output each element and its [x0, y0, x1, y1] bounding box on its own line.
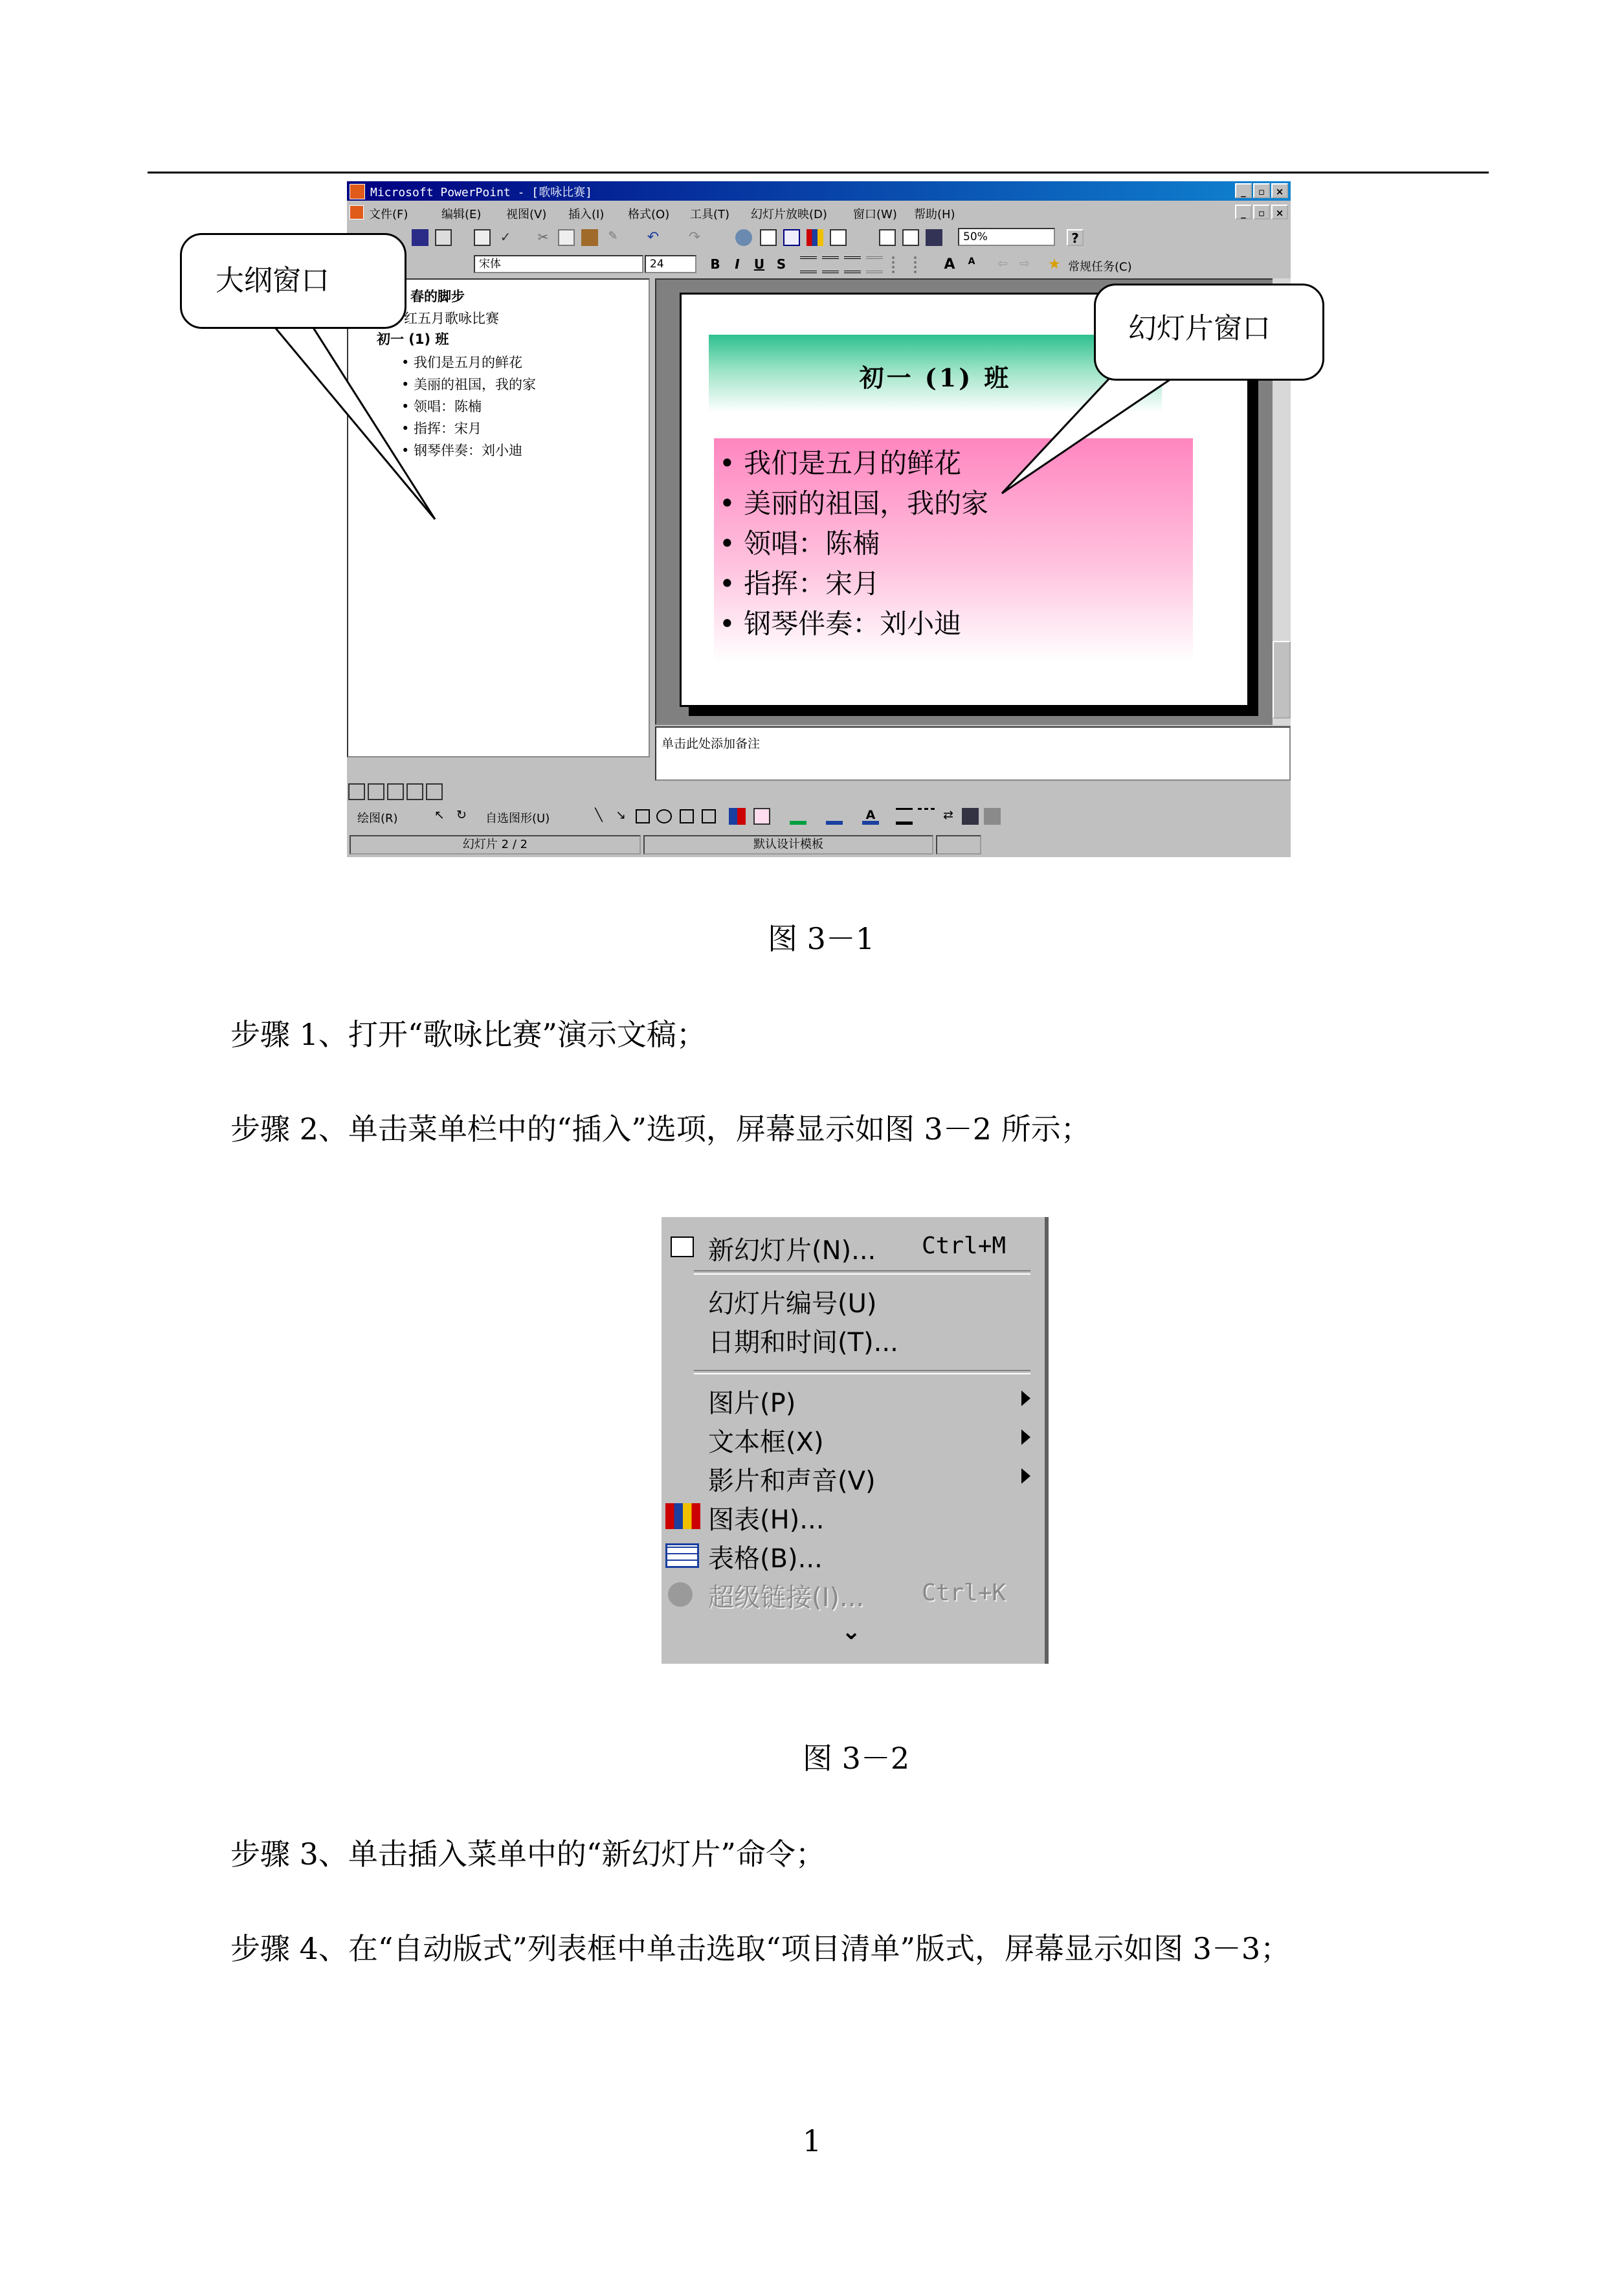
promote-icon[interactable]: ⇦: [997, 256, 1008, 271]
underline-button[interactable]: U: [753, 256, 765, 272]
status-slide-count: 幻灯片 2 / 2: [350, 835, 641, 855]
table-icon: [665, 1543, 699, 1568]
shadow-button[interactable]: S: [776, 256, 786, 272]
outline-window-callout: [180, 233, 406, 329]
outline-window-callout-text: 大纲窗口: [216, 264, 329, 297]
redo-icon[interactable]: ↷: [688, 229, 701, 245]
notes-placeholder: 单击此处添加备注: [662, 737, 761, 751]
slide-window-callout-text: 幻灯片窗口: [1128, 312, 1271, 345]
slide-bullet: • 领唱：陈楠: [719, 528, 880, 559]
figure-caption: 图 3－2: [803, 1741, 910, 1776]
menu-item-movies-sounds[interactable]: 影片和声音(V): [708, 1466, 876, 1496]
menu-item-hyperlink: 超级链接(I)...: [708, 1583, 865, 1613]
expand-menu-chevron-icon[interactable]: ⌄: [841, 1618, 862, 1645]
menu-tools[interactable]: 工具(T): [690, 208, 730, 221]
zoom-select[interactable]: 50%: [958, 228, 1055, 246]
font-name-select[interactable]: 宋体: [474, 255, 643, 273]
italic-button[interactable]: I: [735, 256, 740, 272]
outline-slide2-title[interactable]: 初一 (1) 班: [377, 331, 449, 347]
menu-insert[interactable]: 插入(I): [568, 208, 605, 221]
drawing-menu[interactable]: 绘图(R): [357, 812, 398, 825]
window-title: Microsoft PowerPoint - [歌咏比赛]: [370, 186, 592, 199]
outline-slide1-title[interactable]: 春的脚步: [410, 289, 465, 304]
step-text: 步骤 3、单击插入菜单中的“新幻灯片”命令；: [230, 1837, 825, 1872]
arrow-style-icon[interactable]: ⇄: [943, 808, 953, 822]
page-number: 1: [802, 2123, 822, 2158]
outline-bullet[interactable]: • 我们是五月的鲜花: [401, 355, 523, 370]
menu-view[interactable]: 视图(V): [506, 208, 547, 221]
common-tasks-icon[interactable]: ★: [1048, 256, 1061, 273]
menu-item-picture[interactable]: 图片(P): [708, 1389, 796, 1418]
autoshapes-menu[interactable]: 自选图形(U): [485, 812, 550, 825]
outline-slide1-subtitle[interactable]: 红五月歌咏比赛: [404, 311, 499, 326]
menu-help[interactable]: 帮助(H): [914, 208, 955, 221]
font-color-icon[interactable]: A: [862, 808, 879, 825]
outline-callout-pointer: [272, 324, 435, 519]
step-text: 步骤 2、单击菜单栏中的“插入”选项，屏幕显示如图 3－2 所示；: [230, 1112, 1091, 1146]
menu-window[interactable]: 窗口(W): [853, 208, 897, 221]
step-text: 步骤 1、打开“歌咏比赛”演示文稿；: [230, 1017, 706, 1052]
cut-icon[interactable]: ✂: [537, 229, 549, 245]
menu-item-table[interactable]: 表格(B)...: [708, 1544, 823, 1574]
menu-item-chart[interactable]: 图表(H)...: [708, 1505, 825, 1535]
increase-font-icon[interactable]: A: [944, 256, 955, 273]
menu-item-date-time[interactable]: 日期和时间(T)...: [708, 1328, 898, 1358]
slide-bullet: • 美丽的祖国，我的家: [719, 487, 989, 519]
menu-slideshow[interactable]: 幻灯片放映(D): [751, 208, 827, 221]
menu-file[interactable]: 文件(F): [369, 208, 408, 221]
doc-minimize-button[interactable]: _: [1235, 205, 1252, 219]
submenu-arrow-icon: [1021, 1391, 1030, 1406]
menu-separator: [694, 1370, 1030, 1374]
spelling-icon[interactable]: ✓: [500, 229, 511, 245]
undo-icon[interactable]: ↶: [647, 229, 660, 245]
help-icon[interactable]: ?: [1067, 229, 1084, 246]
slide-bullet: • 我们是五月的鲜花: [719, 447, 962, 479]
status-design-template: 默认设计模板: [643, 835, 933, 855]
arrow-icon[interactable]: ↘: [616, 808, 626, 822]
new-slide-icon: [671, 1236, 694, 1257]
menu-separator: [694, 1270, 1030, 1275]
slide-callout-pointer: [1002, 374, 1178, 493]
menu-item-textbox[interactable]: 文本框(X): [708, 1427, 824, 1457]
doc-close-button[interactable]: ×: [1271, 205, 1288, 219]
hyperlink-icon: [668, 1582, 693, 1607]
select-arrow-icon[interactable]: ↖: [434, 808, 445, 822]
decrease-font-icon[interactable]: A: [968, 256, 975, 267]
line-icon[interactable]: ╲: [595, 808, 603, 822]
bold-button[interactable]: B: [710, 256, 720, 272]
shortcut-new-slide: Ctrl+M: [922, 1233, 1007, 1259]
demote-icon[interactable]: ⇨: [1019, 256, 1030, 271]
submenu-arrow-icon: [1021, 1429, 1030, 1445]
menu-format[interactable]: 格式(O): [628, 208, 670, 221]
common-tasks-button[interactable]: 常规任务(C): [1068, 260, 1132, 274]
menu-edit[interactable]: 编辑(E): [441, 208, 482, 221]
slide-bullet: • 指挥：宋月: [719, 568, 880, 599]
slide-bullet: • 钢琴伴奏：刘小迪: [719, 608, 962, 640]
outline-bullet[interactable]: • 指挥：宋月: [401, 421, 482, 436]
figure-caption: 图 3－1: [768, 921, 875, 956]
slide-window-callout: [1094, 284, 1324, 381]
outline-bullet[interactable]: • 美丽的祖国，我的家: [401, 377, 537, 392]
step-text: 步骤 4、在“自动版式”列表框中单击选取“项目清单”版式，屏幕显示如图 3－3；: [230, 1931, 1291, 1966]
format-painter-icon[interactable]: ✎: [608, 229, 618, 243]
minimize-button[interactable]: _: [1235, 183, 1252, 198]
slide-title: 初一 (1) 班: [859, 363, 1012, 392]
outline-bullet[interactable]: • 钢琴伴奏：刘小迪: [401, 443, 523, 458]
restore-button[interactable]: ▫: [1253, 183, 1270, 198]
menu-item-slide-number[interactable]: 幻灯片编号(U): [708, 1289, 877, 1319]
font-size-select[interactable]: 24: [645, 255, 696, 273]
outline-bullet[interactable]: • 领唱：陈楠: [401, 399, 482, 414]
doc-restore-button[interactable]: ▫: [1253, 205, 1270, 219]
submenu-arrow-icon: [1021, 1468, 1030, 1484]
shortcut-hyperlink: Ctrl+K: [922, 1580, 1007, 1606]
menu-item-new-slide[interactable]: 新幻灯片(N)...: [708, 1236, 876, 1266]
free-rotate-icon[interactable]: ↻: [456, 808, 467, 822]
close-button[interactable]: ×: [1271, 183, 1288, 198]
chart-icon: [665, 1503, 700, 1529]
callout-pointers: [0, 0, 1624, 906]
insert-menu: [662, 1217, 1049, 1664]
